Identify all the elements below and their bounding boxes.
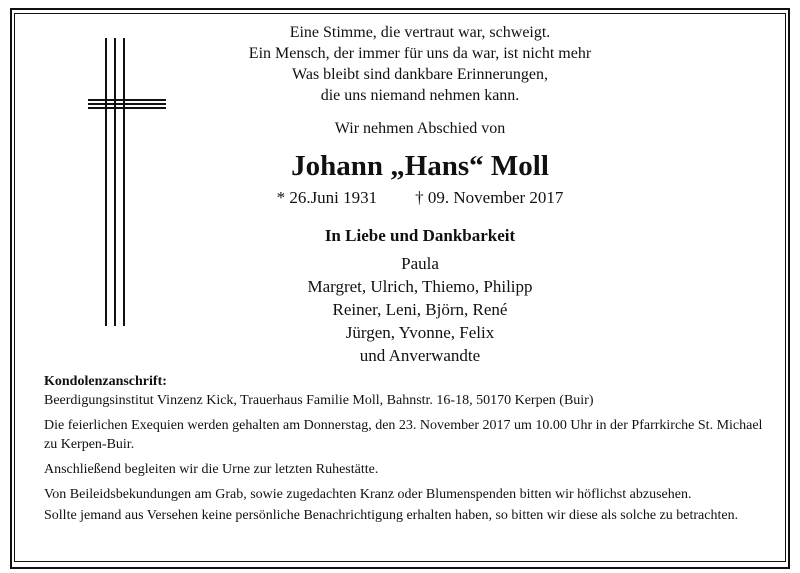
paragraph-exequien: Die feierlichen Exequien werden gehalten am Donnerstag, den 23. November 2017 um 10.00 Uhr in der Pfarrkirche St. Michael zu Kerpen-Buir. (44, 418, 763, 452)
death-date: † 09. November 2017 (415, 188, 564, 207)
family-line: Reiner, Leni, Björn, René (332, 300, 508, 319)
family-list (150, 252, 690, 367)
paragraph-urne: Anschließend begleiten wir die Urne zur letzten Ruhestätte. (44, 462, 379, 477)
family-line: Margret, Ulrich, Thiemo, Philipp (307, 277, 533, 296)
family-line: und Anverwandte (359, 346, 481, 365)
paragraph-notice: Sollte jemand aus Versehen keine persönliche Benachrichtigung erhalten haben, so bitten wir diese als solche zu betrachten. (44, 508, 739, 523)
poem-line: Was bleibt sind dankbare Erinnerungen, (292, 66, 548, 83)
deceased-name: Johann „Hans“ Moll (291, 150, 549, 182)
love-line: In Liebe und Dankbarkeit (324, 226, 516, 245)
condolence-title: Kondolenzanschrift: (44, 374, 167, 389)
poem (150, 22, 690, 106)
family-line: Paula (401, 254, 439, 273)
intro-line: Wir nehmen Abschied von (334, 120, 506, 137)
poem-line: Eine Stimme, die vertraut war, schweigt. (289, 24, 551, 41)
details-section (44, 372, 774, 531)
condolence-address: Beerdigungsinstitut Vinzenz Kick, Trauerhaus Familie Moll, Bahnstr. 16-18, 50170 Kerpen (Buir) (44, 393, 594, 408)
life-dates (150, 188, 690, 208)
paragraph-flowers: Von Beileidsbekundungen am Grab, sowie zugedachten Kranz oder Blumenspenden bitten wir höflichst abzusehen. (44, 487, 692, 502)
family-line: Jürgen, Yvonne, Felix (345, 323, 495, 342)
poem-line: Ein Mensch, der immer für uns da war, ist nicht mehr (248, 45, 592, 62)
poem-line: die uns niemand nehmen kann. (320, 87, 520, 104)
announcement-main (150, 22, 690, 367)
birth-date: * 26.Juni 1931 (276, 188, 378, 207)
condolence-block (44, 372, 774, 410)
